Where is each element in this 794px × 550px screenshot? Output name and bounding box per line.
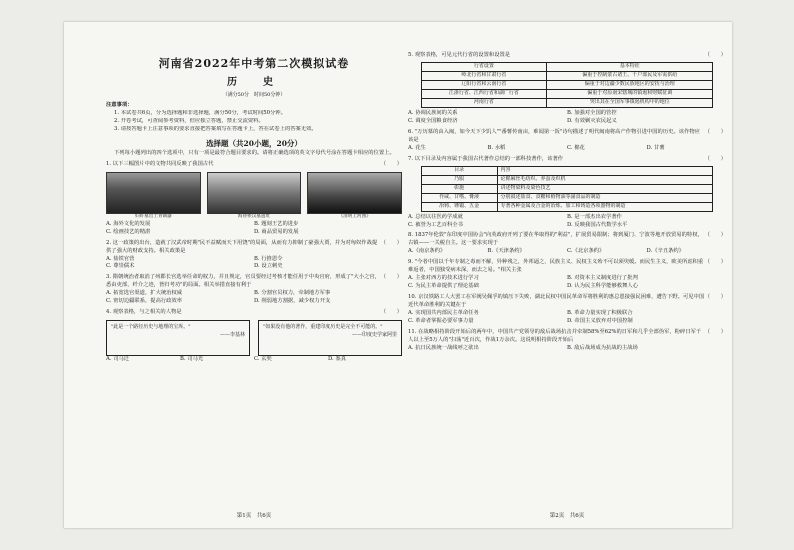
q8-options — [408, 248, 726, 256]
option: A. 实现国共内部民主革命任务 — [408, 309, 479, 316]
option: D. 设立刺史 — [254, 263, 283, 270]
q3-options — [106, 290, 402, 306]
table-cell: 作咸、甘嗜、膏液 — [421, 193, 497, 202]
option: D. 反映我国古代数学水平 — [567, 221, 628, 228]
option: B. 对资本主义制度进行了批判 — [567, 275, 638, 282]
option: B. 加强对全国的管控 — [567, 109, 617, 116]
table-cell: 分别叙述盐食、食糖和植物油等副食品的制造 — [497, 193, 713, 202]
question-9 — [408, 259, 726, 275]
table-row — [421, 89, 713, 98]
note-1: 1. 本试卷共6页，分为选择题和非选择题，满分50分，考试时间50分钟。 — [114, 109, 286, 116]
question-stem: 2. 这一政策的出台，造就了汉武帝时期"民不益赋而天下用饶"的局面，从而有力抑制了豪强大贾，并为对匈奴作战提供了强大的财政支持。相关政策是 — [106, 239, 378, 254]
question-stem: 6. "万历慕的由入闽，如今天下少饥人""番薯传南亩，难闻第一饭"诗句描述了明代闽南将高产作物引进中国的历史。该作物应该是 — [408, 128, 700, 143]
question-4 — [106, 309, 402, 317]
table-cell: 突出其在全国军事镇遏机构中的地位 — [547, 98, 713, 107]
option: A. 协调民族间的关系 — [408, 109, 458, 116]
table-cell: 河南行省 — [421, 98, 546, 107]
option: B. 题刻王艺的进步 — [254, 220, 299, 227]
q5-options — [408, 110, 726, 126]
option: B. 行推恩令 — [254, 255, 283, 262]
q6-options — [408, 145, 726, 153]
question-11 — [408, 329, 726, 345]
option: C. 被誉为工艺百科全书 — [408, 221, 463, 228]
option: A.《南京条约》 — [408, 248, 446, 255]
question-1 — [106, 161, 402, 169]
option: D. 有效剿灭农民起义 — [567, 117, 617, 124]
question-6 — [408, 129, 726, 145]
answer-paren: （ ） — [704, 52, 726, 58]
option: B. 是一部杰出农学著作 — [567, 213, 622, 220]
question-3 — [106, 274, 402, 290]
answer-paren: （ ） — [704, 232, 726, 239]
table-cell: 江浙行省、江西行省和湖广行省 — [421, 89, 546, 98]
option: B.《天津条约》 — [487, 248, 525, 255]
table-cell: 专著各种金属及合金的冶炼、加工和铸造各项器物的制造 — [497, 202, 713, 211]
table-row — [421, 71, 713, 80]
answer-paren: （ ） — [380, 160, 402, 167]
question-8 — [408, 232, 726, 248]
answer-paren: （ ） — [704, 155, 726, 162]
table-cell: 目录 — [421, 166, 497, 175]
question-stem: 8. 1837年伦敦"东印度中国协会"向英政府开列了要在华取得的"利益"，扩展贸易限制；将到厦门、宁波等地开放贸易的特权，古镇——一关税自主。这一要求实现于 — [408, 232, 703, 247]
q1-images — [106, 172, 402, 214]
q10-options — [408, 310, 726, 326]
exam-title: 河南省2022年中考第二次模拟试卷 — [158, 57, 350, 70]
quote-text: "此是一个路径历史与地理的宝库。" — [111, 324, 191, 331]
question-stem: 11. 在战略相持阶段开始后的两年中，中国共产党领导的敌后战场抗击并牵制58%至62%的日军和几乎全部伪军，粉碎日军千人以上至5万人的"扫荡"近百次，作战1万余次。这说明相持阶段开始后 — [408, 328, 702, 343]
option: C. 密切边疆联系，提高行政效率 — [106, 298, 183, 305]
table-cell: 讲述物染料及染色技艺 — [497, 184, 713, 193]
option: A. 司马迁 — [106, 356, 130, 363]
table-cell: 彰施 — [421, 184, 497, 193]
answer-paren: （ ） — [704, 259, 726, 266]
exam-page-2 — [408, 22, 726, 528]
option: D. 帝国主义放弃对中国控制 — [567, 317, 633, 324]
option: B. 革命力量实现了积极联合 — [567, 309, 633, 316]
note-2: 2. 开卷考试，可查阅参考资料，但应独立答题，禁止交流资料。 — [114, 117, 264, 124]
option: A. 花生 — [408, 144, 426, 151]
tomb-image — [207, 172, 302, 214]
q7-options — [408, 214, 726, 230]
section-title: 选择题（共20小题，20分） — [206, 138, 302, 148]
answer-paren: （ ） — [704, 294, 726, 300]
option: D.《辛丑条约》 — [646, 248, 685, 255]
caption: 妇好墓出土青铜器 — [134, 213, 172, 219]
question-stem: 9. "今者中国以千年专制之毒而不解，异种残之，外邦逼之，民族主义、民权主义殆不可以须臾缓。而民生主义，欧美所虑积重难返者，中国独受病未深，而去之易。"相关主张 — [408, 259, 704, 274]
option: A. 海外文化的发展 — [106, 220, 151, 227]
q4-options — [106, 356, 402, 364]
option: A. 抗日民族统一战线呼之欲出 — [408, 344, 479, 351]
answer-paren: （ ） — [380, 274, 402, 281]
table-cell: 偏重于对边疆少数民族地区的安抚与治理 — [547, 80, 713, 89]
question-10 — [408, 294, 726, 310]
question-stem: 5. 观察表格，可见元代行省的设置和设置是 — [408, 52, 511, 58]
exam-subject: 历 史 — [227, 76, 281, 88]
bronze-image — [106, 172, 201, 214]
q4-quotes — [106, 320, 402, 356]
table-row — [421, 80, 713, 89]
q5-table — [421, 62, 714, 108]
table-row — [421, 98, 713, 107]
option: D. 削弱地方割据，减少权力开支 — [254, 298, 331, 305]
option: C.《北京条约》 — [567, 248, 605, 255]
column-header: 行省设置 — [421, 62, 546, 71]
option: A. 总结以往医药学成就 — [408, 213, 463, 220]
option: C. 玄奘 — [254, 356, 272, 363]
painting-image — [307, 172, 402, 214]
quote-box — [258, 320, 402, 356]
caption: 海昏侯汉墓遗址 — [237, 213, 271, 219]
option: D. 甘薯 — [646, 144, 665, 151]
q2-options — [106, 256, 402, 272]
page-footer: 第2页 共6页 — [549, 512, 585, 519]
question-stem: 1. 以下三幅图片中的文物共同反映了我国古代 — [106, 160, 214, 167]
table-cell: 论棉麻丝毛纺织、养蚕及织机 — [497, 175, 713, 184]
question-2 — [106, 240, 402, 256]
table-row — [421, 166, 713, 175]
q1-options — [106, 221, 402, 237]
question-stem: 4. 观察表格，与之相关的人物是 — [106, 309, 182, 316]
table-row — [421, 175, 713, 184]
quote-source: ——李基林 — [219, 331, 245, 338]
quote-text: "如果没有他的著作，重建印度历史是完全不可能的。" — [263, 324, 383, 331]
note-3: 3. 请按答题卡上注意事项的要求直接把答案填写在答题卡上，答在试卷上的答案无效。 — [114, 125, 317, 132]
q7-table — [421, 166, 714, 212]
option: A. 拓宽选官渠道，扩大统治权威 — [106, 290, 183, 297]
question-stem: 10. 京汉铁路工人大罢工在军阀吴佩孚的镇压下失败，湖北民权中国民革命军将胜利的惠总恩接强民困难，遭告下野。可见中国近代革命胜利的关键在于 — [408, 294, 705, 308]
table-cell: 岭北行省和甘肃行省 — [421, 71, 546, 80]
table-row — [421, 193, 713, 202]
quote-box — [106, 320, 250, 356]
table-cell: 辽阳行省和云南行省 — [421, 80, 546, 89]
notes-heading: 注意事项： — [106, 102, 133, 108]
answer-paren: （ ） — [380, 239, 402, 246]
table-cell: 乃服 — [421, 175, 497, 184]
option: A. 主张对西方的技术进行学习 — [408, 275, 479, 282]
question-5 — [408, 52, 726, 60]
quote-source: ——印度史学家阿里 — [351, 331, 397, 338]
exam-meta: （满分50分 时间50分钟） — [222, 91, 286, 98]
exam-sheet — [64, 22, 732, 528]
page-footer: 第1页 共6页 — [236, 512, 272, 519]
option: C. 革命者掌握必要军事力量 — [408, 317, 474, 324]
option: B. 司马光 — [180, 356, 204, 363]
q9-options — [408, 275, 726, 291]
table-row — [421, 184, 713, 193]
table-cell: 内容 — [497, 166, 713, 175]
table-row — [421, 202, 713, 211]
option: D. 商品贸易的发展 — [254, 228, 299, 235]
question-7 — [408, 156, 726, 164]
table-header-row — [421, 62, 713, 71]
table-cell: 偏重于控制蒙古诸王、千户部民及军需供给 — [547, 71, 713, 80]
option: D. 认为民主科学能够救舞人心 — [567, 283, 638, 290]
option: C. 棉花 — [567, 144, 585, 151]
option: C. 绘画技艺的精湛 — [106, 228, 151, 235]
answer-paren: （ ） — [380, 309, 402, 316]
caption: 《清明上河图》 — [338, 213, 371, 219]
q11-options — [408, 345, 726, 353]
answer-paren: （ ） — [704, 128, 726, 135]
exam-page-1 — [106, 22, 402, 528]
q1-captions — [106, 214, 402, 221]
option: C. 尊崇儒术 — [106, 263, 135, 270]
option: B. 水稻 — [487, 144, 506, 151]
column-header: 基本特征 — [547, 62, 713, 71]
option: B. 敌后战场成为抗战的主战场 — [567, 344, 638, 351]
table-cell: 偏重于对原南宋辖城的镇遏和财赋征调 — [547, 89, 713, 98]
option: D. 鉴真 — [328, 356, 347, 363]
answer-paren: （ ） — [704, 328, 726, 335]
option: C. 为民主革命提供了理论基础 — [408, 283, 479, 290]
table-cell: 冶铸、锤锻、五金 — [421, 202, 497, 211]
option: A. 盐铁官营 — [106, 255, 135, 262]
option: B. 分割官员权力，牵制地方军事 — [254, 290, 331, 297]
section-intro: 下列每小题列出的四个选项中，只有一项是最符合题目要求的。请将正确选项的英文字母代号涂在答题卡相应的位置上。 — [114, 150, 395, 156]
question-stem: 3. 隋朝统治者取消了州郡长官选举任命的权力，并且规定，官员要经过考核才能任用于中央官府，形成了"大小之官，悉由吏部，纤介之迹，皆归考功"的局面。相关举措直接有利于 — [106, 274, 381, 289]
question-stem: 7. 以下目录及内容属于我国古代著作总结的一部科技著作，该著作 — [408, 155, 564, 162]
option: C. 调度全国粮食经济 — [408, 117, 458, 124]
